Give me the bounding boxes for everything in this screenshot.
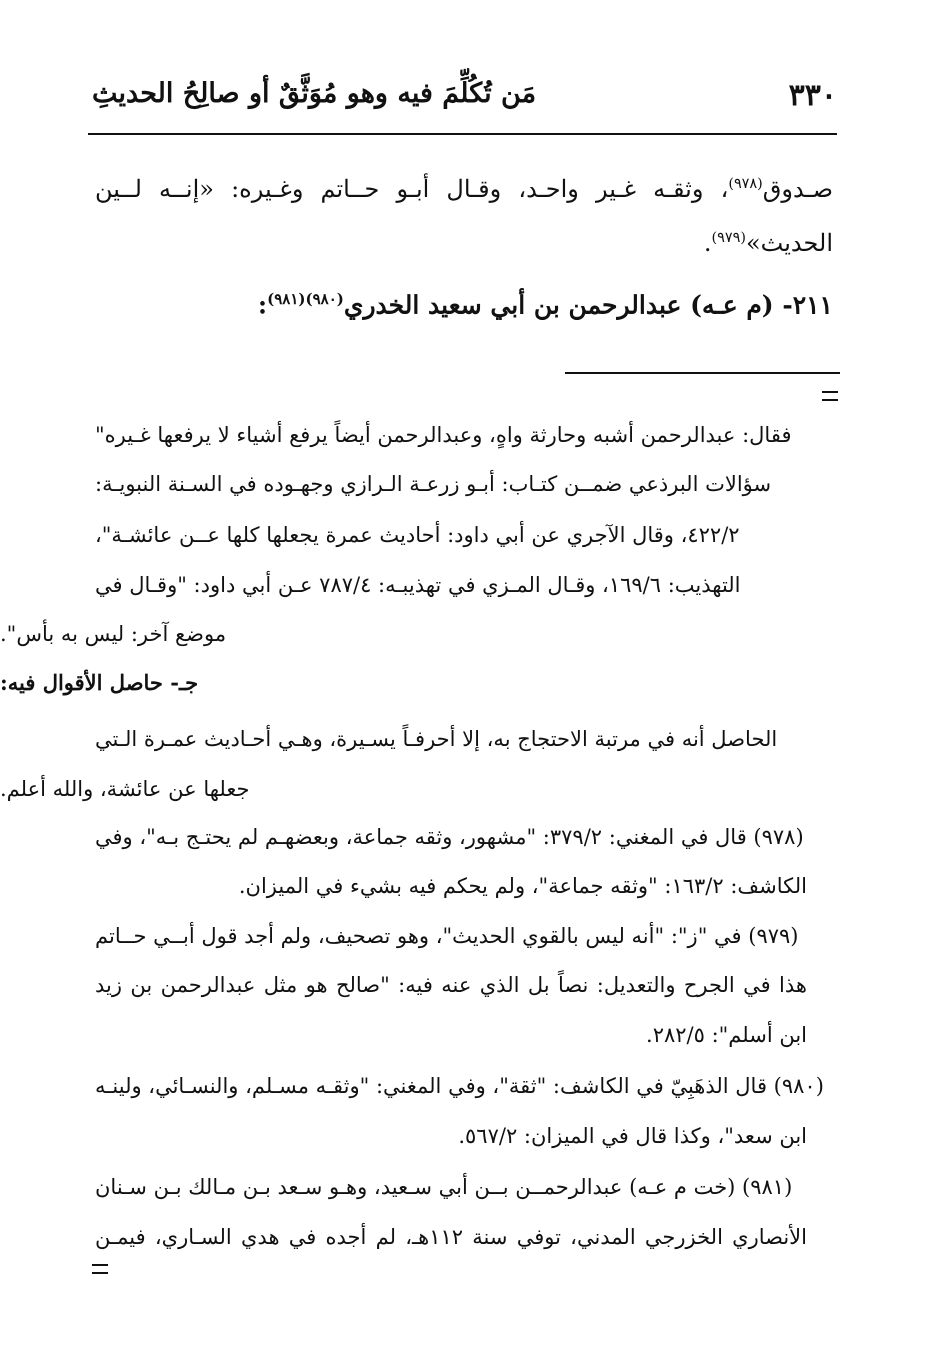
footnote-ref-979[interactable]: (٩٧٩) — [711, 230, 746, 246]
footnote-ref-980-981[interactable]: (٩٨٠)(٩٨١) — [267, 290, 344, 308]
footnote-981: (٩٨١) (خت م عـه) عبدالرحمــن بــن أبي سـعيد، وهـو سـعد بـن مـالك بـن سـنان — [95, 1175, 793, 1199]
footnote-continuation-line: سؤالات البرذعي ضمــن كتـاب: أبـو زرعـة الـرازي وجهـوده في السـنة النبويـة: — [95, 472, 772, 496]
continuation-mark — [92, 1264, 108, 1274]
footnote-continuation-line: فقال: عبدالرحمن أشبه وحارثة واهٍ، وعبدالرحمن أيضاً يرفع أشياء لا يرفعها غـيره" — [95, 423, 792, 447]
footnote-978-cont: الكاشف: ١٦٣/٢: "وثقه جماعة"، ولم يحكم فيه بشيء في الميزان. — [238, 874, 807, 898]
footnote-continuation-line: موضع آخر: ليس به بأس". — [0, 622, 227, 646]
conclusion-line: الحاصل أنه في مرتبة الاحتجاج به، إلا أحرفـاً يسـيرة، وهـي أحـاديث عمـرة الـتي — [95, 727, 778, 751]
footnote-ref-978[interactable]: (٩٧٨) — [728, 176, 763, 192]
footnote-979-cont: ابن أسلم": ٢٨٢/٥. — [646, 1023, 807, 1047]
footnote-continuation-line: التهذيب: ١٦٩/٦، وقـال المـزي في تهذيبـه: ٧٨٧/٤ عـن أبي داود: "وقـال في — [95, 573, 741, 597]
footnote-continuation-line: ٤٢٢/٢، وقال الآجري عن أبي داود: أحاديث عمرة يجعلها كلها عــن عائشـة"، — [95, 523, 740, 547]
footnote-980-cont: ابن سعد"، وكذا قال في الميزان: ٥٦٧/٢. — [458, 1124, 807, 1148]
footnote-980: (٩٨٠) قال الذهَبِيّ في الكاشف: "ثقة"، وفي المغني: "وثقـه مسـلم، والنسـائي، ولينـه — [95, 1074, 824, 1098]
footnote-979: (٩٧٩) في "ز": "أنه ليس بالقوي الحديث"، وهو تصحيف، ولم أجد قول أبــي حــاتم — [95, 924, 799, 948]
continuation-mark — [822, 391, 838, 401]
header-rule — [88, 133, 837, 135]
footnote-981-cont: الأنصاري الخزرجي المدني، توفي سنة ١١٢هـ، لم أجده في هدي السـاري، فيمـن — [95, 1225, 807, 1249]
running-title: مَن تُكُلِّمَ فيه وهو مُوَثَّقٌ أو صالِحُ الحديثِ — [92, 78, 537, 109]
page-number: ٣٣٠ — [788, 78, 837, 113]
main-text-line-2: الحديث»$^{(٩٧٩)}$. — [703, 229, 833, 257]
footnote-separator — [565, 372, 840, 374]
subheading: جـ- حاصل الأقوال فيه: — [0, 670, 199, 695]
footnote-978: (٩٧٨) قال في المغني: ٣٧٩/٢: "مشهور، وثقه جماعة، وبعضهـم لم يحتـج بـه"، وفي — [95, 825, 804, 849]
main-text-line-1: صـدوق$^{(٩٧٨)}$، وثقـه غـير واحـد، وقـال أبـو حــاتم وغـيره: «إنــه لــين — [95, 175, 833, 203]
conclusion-line: جعلها عن عائشة، والله أعلم. — [0, 777, 250, 801]
entry-heading: ٢١١- (م عـه) عبدالرحمن بن أبي سعيد الخدري$^{(٩٨٠)(٩٨١)}$: — [257, 290, 833, 320]
footnote-979-cont: هذا في الجرح والتعديل: نصاً بل الذي عنه فيه: "صالح هو مثل عبدالرحمن بن زيد — [95, 973, 807, 997]
